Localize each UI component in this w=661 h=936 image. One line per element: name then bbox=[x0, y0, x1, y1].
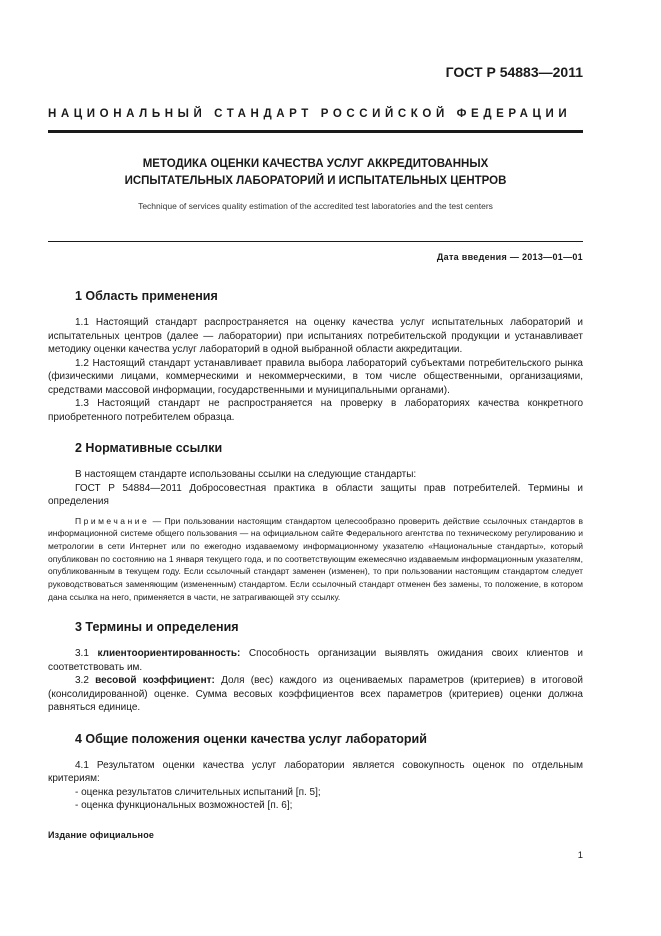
definition: Способность организации выявлять ожидания своих клиентов и соответствовать им. bbox=[48, 648, 583, 673]
section-4 bbox=[48, 729, 583, 813]
section-heading: 4 Общие положения оценки качества услуг лабораторий bbox=[75, 731, 427, 746]
introduction-date: Дата введения — 2013—01—01 bbox=[436, 252, 583, 262]
title-divider bbox=[48, 241, 583, 242]
section-heading: 2 Нормативные ссылки bbox=[75, 441, 223, 455]
paragraph: ГОСТ Р 54884—2011 Добросовестная практика в области защиты прав потребителей. Термины и определения bbox=[48, 482, 583, 507]
document-body bbox=[48, 286, 583, 827]
section-body bbox=[48, 647, 583, 715]
document-title bbox=[48, 156, 583, 190]
note bbox=[48, 515, 583, 604]
title-line-2: ИСПЫТАТЕЛЬНЫХ ЛАБОРАТОРИЙ И ИСПЫТАТЕЛЬНЫХ ЦЕНТРОВ bbox=[124, 175, 507, 187]
note-text: — При пользовании настоящим стандартом целесообразно проверить действие ссылочных стандартов в информационной системе общего пользования — на официальном сайте Федерального агентства по техническому регулированию и метрологии в сети Интернет или по ежегодно издаваемому информационному указателю «Национальные стандарты», который опубликован по состоянию на 1 января текущего года, и по соответствующим ежемесячно издаваемым информационным указателям, опубликованным в текущем году. Если ссылочный стандарт заменен (изменен), то при пользовании настоящим стандартом следует руководствоваться заменяющим (измененным) стандартом. Если ссылочный стандарт отменен без замены, то положение, в котором дана ссылка на него, применяется в части, не затрагивающей эту ссылку. bbox=[48, 515, 583, 602]
section-body bbox=[48, 468, 583, 603]
paragraph: 1.3 Настоящий стандарт не распространяется на проверку в лабораториях качества конкретного приобретенного потребителем образца. bbox=[48, 398, 583, 423]
note-label: Примечание bbox=[75, 515, 150, 526]
section-3 bbox=[48, 617, 583, 715]
section-2 bbox=[48, 438, 583, 603]
section-body bbox=[48, 316, 583, 424]
term-number: 3.2 bbox=[75, 675, 96, 687]
edition-label: Издание официальное bbox=[48, 830, 155, 840]
paragraph: 1.1 Настоящий стандарт распространяется на оценку качества услуг испытательных лабораторий и испытательных центров (далее — лаборатории) при испытаниях потребительской продукции и устанавливает методику оценки качества услуг лабораторий в одной выбранной области аккредитации. bbox=[48, 317, 583, 355]
term-definition bbox=[48, 674, 583, 715]
section-heading: 1 Область применения bbox=[75, 289, 218, 303]
paragraph: 4.1 Результатом оценки качества услуг лаборатории является совокупность оценок по отдельным критериям: bbox=[48, 759, 583, 785]
term: клиентоориентированность: bbox=[97, 648, 241, 660]
list-item: - оценка функциональных возможностей [п. 6]; bbox=[75, 800, 293, 812]
paragraph: В настоящем стандарте использованы ссылки на следующие стандарты: bbox=[75, 469, 417, 480]
term-definition bbox=[48, 647, 583, 674]
title-line-1: МЕТОДИКА ОЦЕНКИ КАЧЕСТВА УСЛУГ АККРЕДИТОВАННЫХ bbox=[142, 158, 489, 170]
term-number: 3.1 bbox=[75, 648, 98, 660]
section-body bbox=[48, 759, 583, 813]
page-number: 1 bbox=[577, 850, 583, 861]
section-heading: 3 Термины и определения bbox=[75, 620, 239, 635]
header-divider bbox=[48, 130, 583, 133]
term: весовой коэффициент: bbox=[95, 675, 215, 687]
english-title: Technique of services quality estimation of the accredited test laboratories and the test centers bbox=[138, 201, 493, 211]
section-1 bbox=[48, 286, 583, 424]
list-item: - оценка результатов сличительных испытаний [п. 5]; bbox=[75, 786, 321, 798]
paragraph: 1.2 Настоящий стандарт устанавливает правила выбора лабораторий субъектами потребительского рынка (физическими лицами, коммерческими и некоммерческими, в том числе общественными, организациями, средствами массовой информации, государственными и муниципальными органами). bbox=[48, 357, 583, 396]
national-standard-banner: НАЦИОНАЛЬНЫЙ СТАНДАРТ РОССИЙСКОЙ ФЕДЕРАЦИИ bbox=[48, 108, 572, 120]
document-number: ГОСТ Р 54883—2011 bbox=[445, 64, 583, 80]
definition: Доля (вес) каждого из оцениваемых параметров (критериев) в итоговой (консолидированной) оценке. Сумма весовых коэффициентов всех параметров (критериев) оценки должна равняться единице. bbox=[48, 675, 584, 714]
